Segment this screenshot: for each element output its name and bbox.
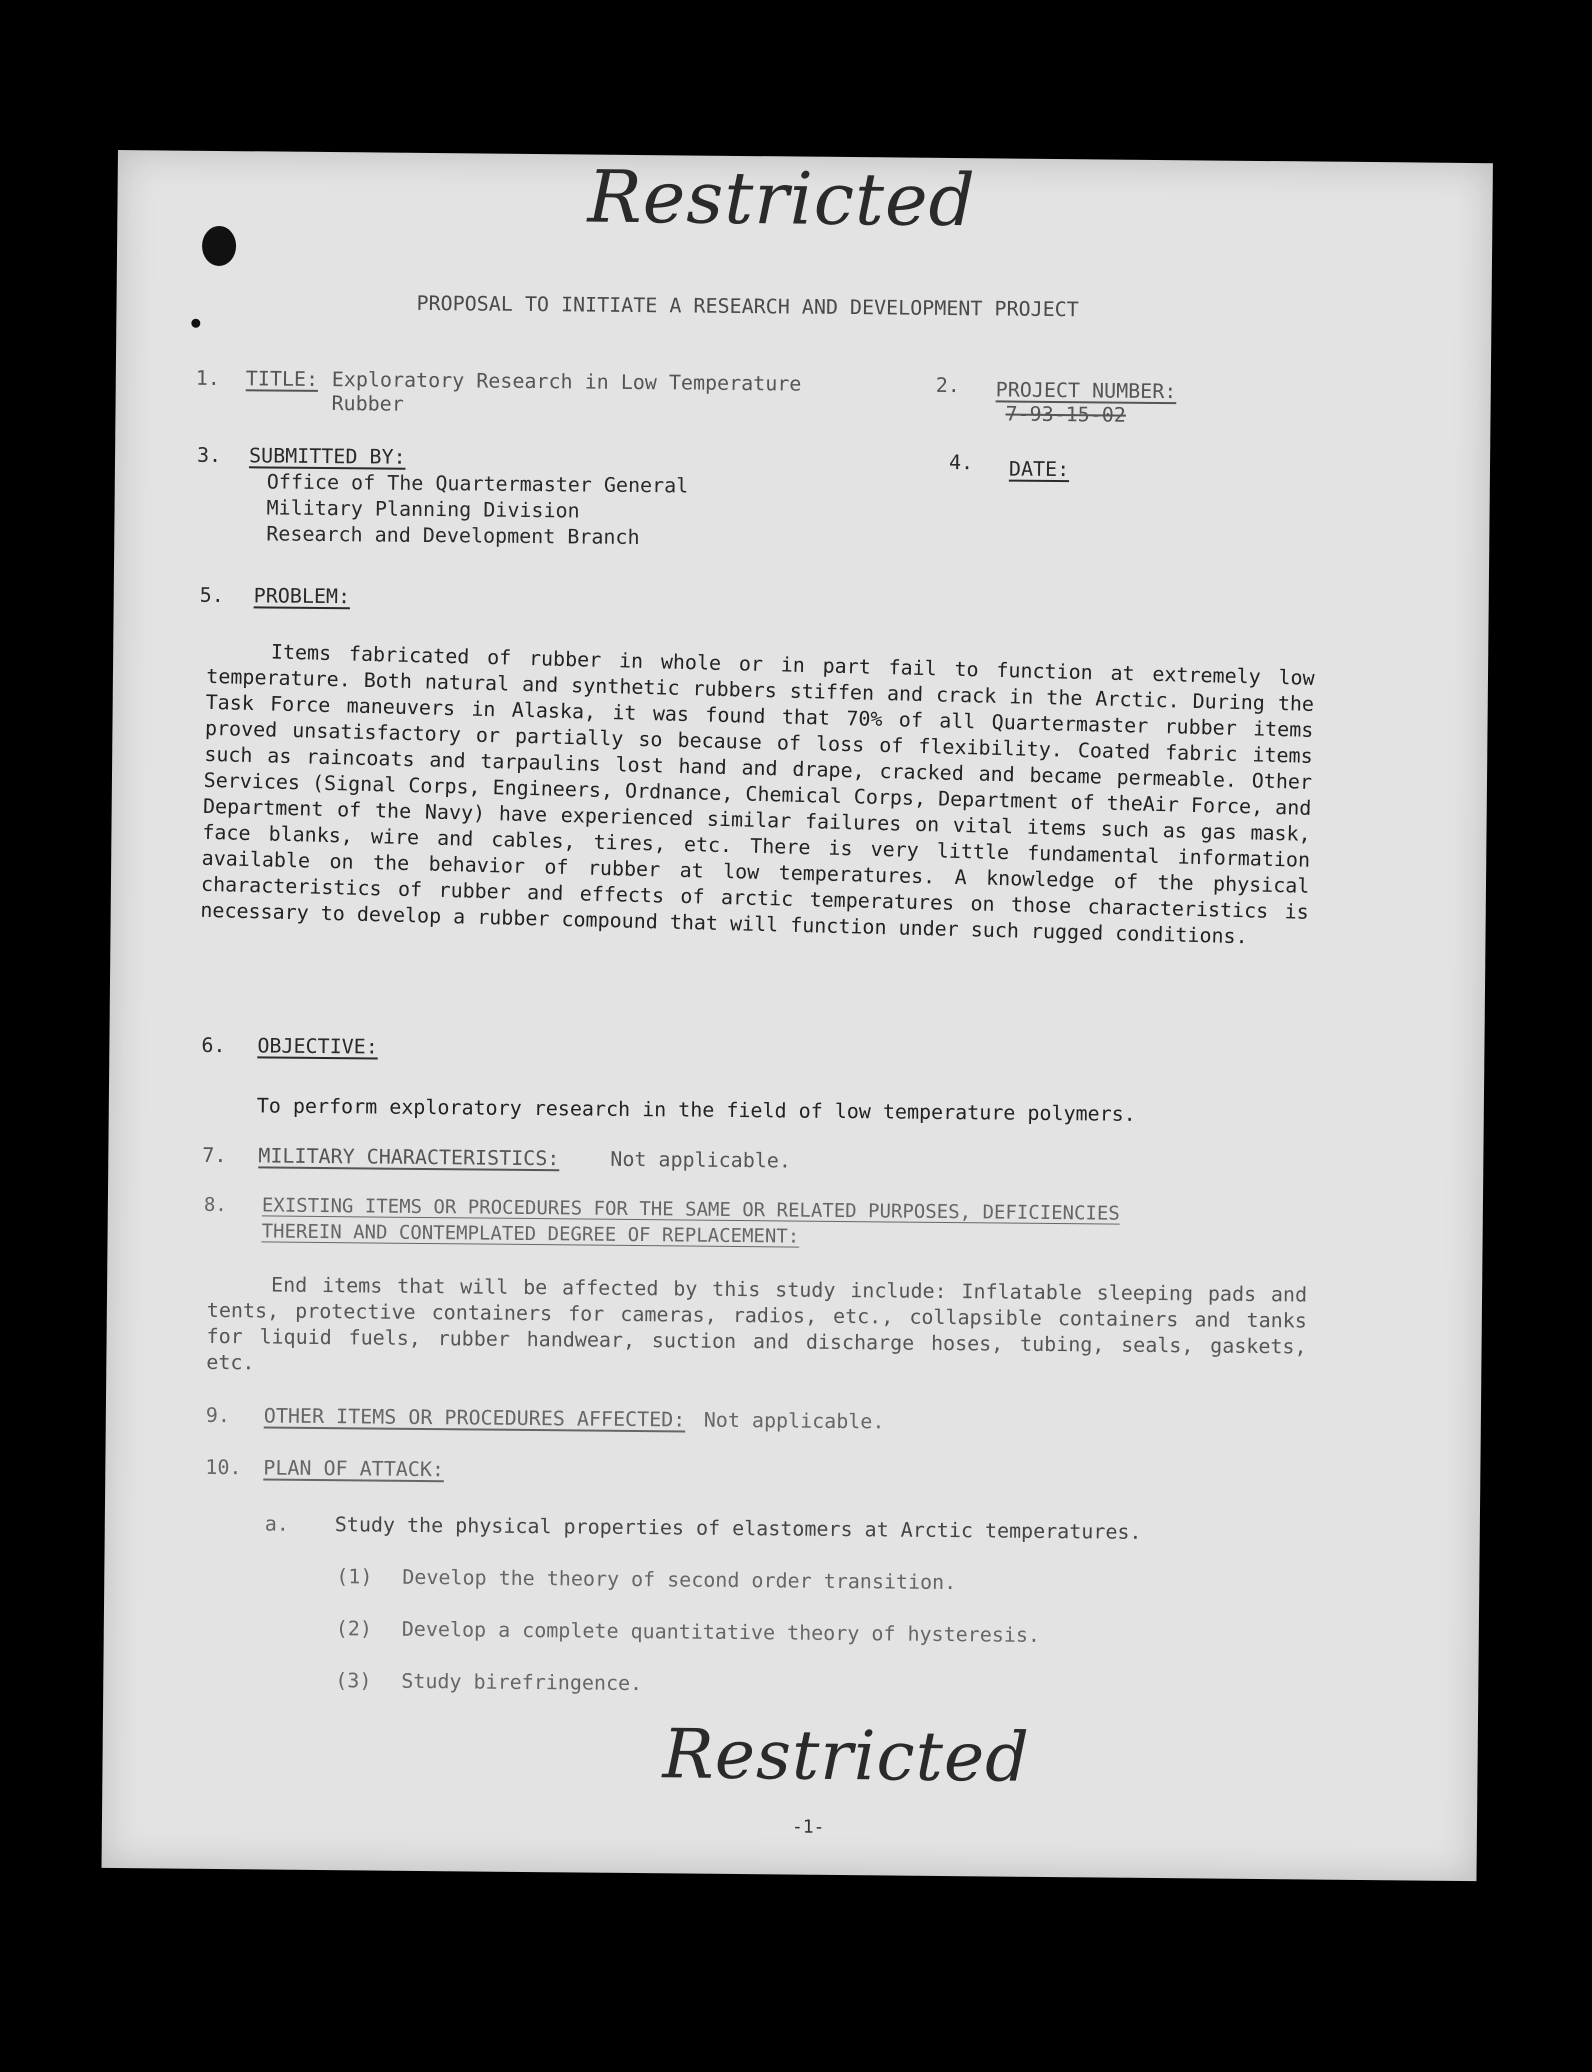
item-10 bbox=[205, 1453, 1425, 1696]
submitted-by-label: SUBMITTED BY: bbox=[248, 443, 406, 469]
date-label: DATE: bbox=[1008, 456, 1070, 482]
ink-smudge bbox=[202, 226, 236, 266]
objective-text: To perform exploratory research in the field of low temperature polymers. bbox=[256, 1093, 1136, 1126]
plan-sub-marker: (3) bbox=[335, 1668, 372, 1693]
document-page bbox=[102, 150, 1493, 1881]
project-number-value: 7-93-15-02 bbox=[1005, 401, 1127, 427]
item-number: 1. bbox=[195, 365, 221, 390]
item-number: 9. bbox=[205, 1402, 231, 1428]
item-number: 2. bbox=[935, 372, 960, 398]
ink-dot bbox=[191, 319, 200, 328]
problem-paragraph: Items fabricated of rubber in whole or in part fail to function at extremely low temperature. Both natural and synthetic rubbers stiffen and crack in the Arctic. During the Task Force maneuvers in Alaska, it was found that 70% of all Quartermaster rubber items proved unsatisfactory or partially so because of loss of flexibility. Coated fabric items such as raincoats and tarpaulins lost hand and drape, cracked and became permeable. Other Services (Signal Corps, Engineers, Ordnance, Chemical Corps, Department of theAir Force, and Department of the Navy) have experienced similar failures on vital items such as gas mask, face blanks, wire and cables, tires, etc. There is very little fundamental information available on the behavior of rubber at low temperatures. A knowledge of the physical characteristics of rubber and effects of arctic temperatures on those characteristics is necessary to develop a rubber compound that will function under such rugged conditions. bbox=[200, 639, 1315, 949]
submitted-line2: Military Planning Division bbox=[266, 495, 580, 523]
plan-of-attack-label: PLAN OF ATTACK: bbox=[263, 1455, 445, 1482]
submitted-line3: Research and Development Branch bbox=[266, 521, 640, 550]
military-characteristics-value: Not applicable. bbox=[610, 1146, 792, 1173]
military-characteristics-label: MILITARY CHARACTERISTICS: bbox=[258, 1143, 560, 1171]
existing-items-label-line2: THEREIN AND CONTEMPLATED DEGREE OF REPLACEMENT: bbox=[261, 1220, 800, 1248]
item-8 bbox=[203, 1191, 1424, 1248]
objective-label: OBJECTIVE: bbox=[257, 1033, 378, 1059]
plan-sub-marker: (1) bbox=[336, 1564, 373, 1589]
plan-sub-text: Develop the theory of second order transition. bbox=[402, 1564, 957, 1595]
item-number: 7. bbox=[202, 1142, 227, 1168]
item-6 bbox=[201, 1031, 1422, 1126]
page-number: -1- bbox=[791, 1816, 825, 1838]
title-value-line2: Rubber bbox=[331, 391, 404, 416]
restricted-stamp-bottom: Restricted bbox=[662, 1715, 1031, 1798]
submitted-line1: Office of The Quartermaster General bbox=[266, 469, 689, 498]
item-3 bbox=[196, 441, 1417, 550]
item-number: 6. bbox=[201, 1032, 226, 1058]
project-number-label: PROJECT NUMBER: bbox=[995, 377, 1177, 404]
title-value-line1: Exploratory Research in Low Temperature bbox=[331, 367, 802, 396]
other-items-value: Not applicable. bbox=[703, 1407, 885, 1434]
item-9 bbox=[205, 1401, 1426, 1434]
plan-a-marker: a. bbox=[264, 1511, 290, 1536]
item-number: 8. bbox=[203, 1193, 227, 1217]
item-number: 3. bbox=[196, 442, 222, 468]
title-label: TITLE: bbox=[245, 366, 319, 391]
other-items-label: OTHER ITEMS OR PROCEDURES AFFECTED: bbox=[263, 1403, 686, 1432]
existing-items-paragraph: End items that will be affected by this study include: Inflatable sleeping pads and tents, protective containers for cameras, radios, etc., collapsible containers and tanks for liquid fuels, rubber handwear, suction and discharge hoses, tubing, seals, gaskets, etc. bbox=[206, 1272, 1308, 1375]
item-7 bbox=[202, 1141, 1422, 1173]
item-number: 10. bbox=[205, 1454, 242, 1480]
plan-a-text: Study the physical properties of elastomers at Arctic temperatures. bbox=[334, 1512, 1142, 1544]
document-title: PROPOSAL TO INITIATE A RESEARCH AND DEVELOPMENT PROJECT bbox=[416, 290, 1079, 322]
plan-sub-marker: (2) bbox=[335, 1616, 373, 1641]
item-number: 5. bbox=[199, 582, 224, 608]
item-1 bbox=[195, 364, 1416, 427]
plan-sub-text: Study birefringence. bbox=[401, 1668, 643, 1696]
existing-items-label-line1: EXISTING ITEMS OR PROCEDURES FOR THE SAME OR RELATED PURPOSES, DEFICIENCIES bbox=[261, 1194, 1120, 1225]
problem-label: PROBLEM: bbox=[253, 583, 351, 609]
plan-sub-text: Develop a complete quantitative theory of hysteresis. bbox=[401, 1616, 1041, 1647]
restricted-stamp-top: Restricted bbox=[587, 154, 977, 243]
item-number: 4. bbox=[948, 449, 974, 475]
